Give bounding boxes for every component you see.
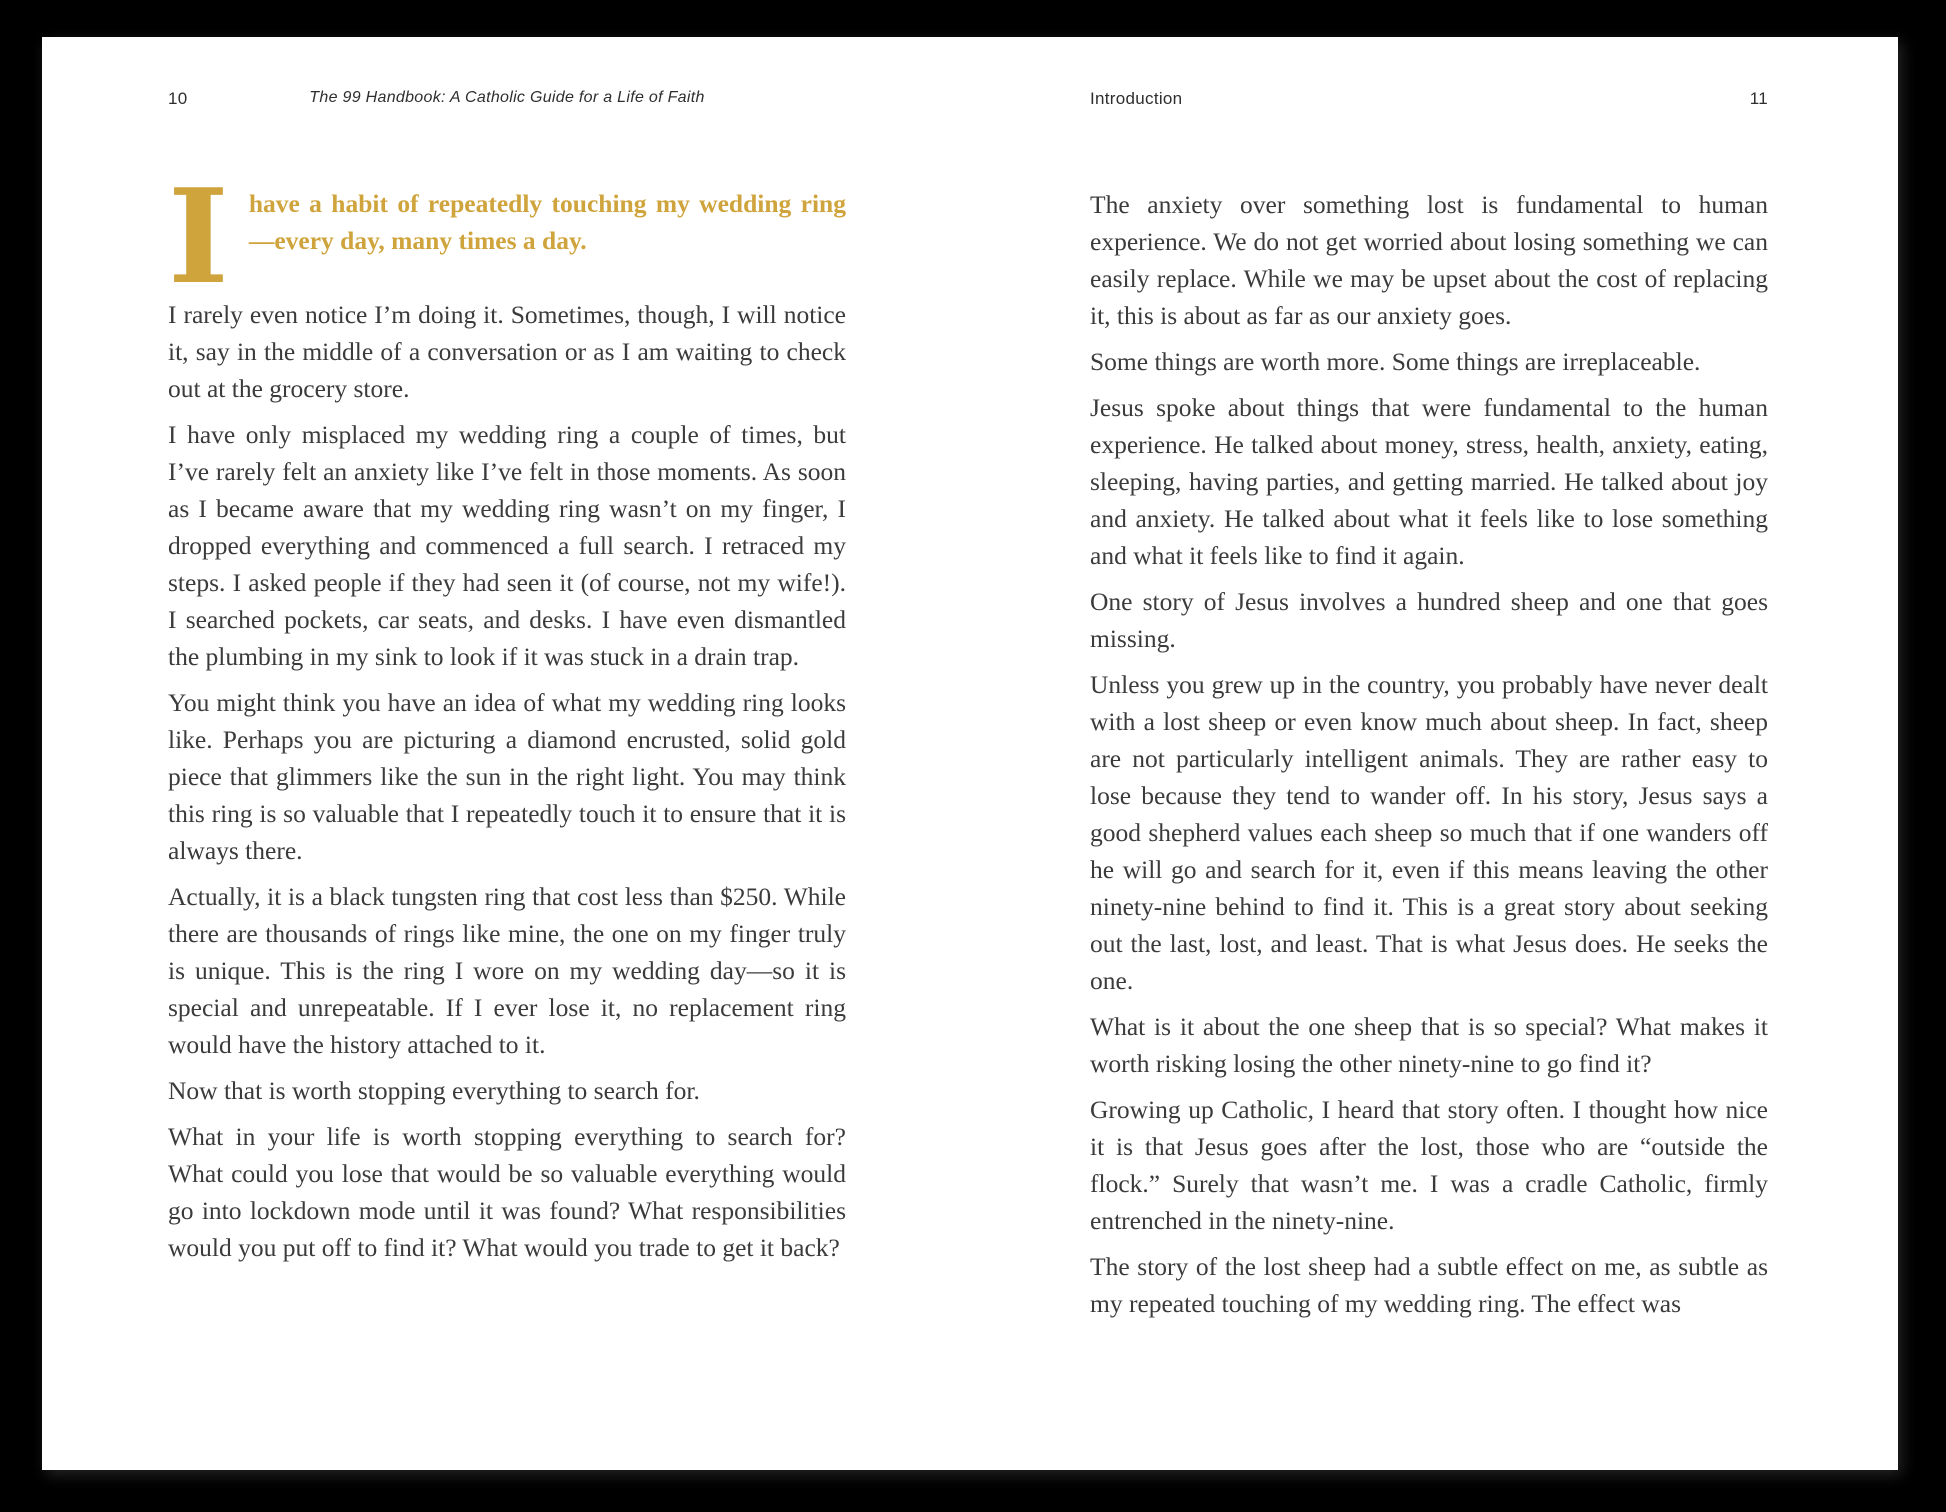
drop-cap: I (168, 185, 229, 287)
right-running-head: Introduction (1090, 89, 1183, 108)
lede-text: have a habit of repeatedly touching my wedding ring—every day, many times a day. (248, 189, 846, 255)
paragraph: Actually, it is a black tungsten ring that cost less than $250. While there are thousands of rings like mine, the one on my finger truly is unique. This is the ring I wore on my wedding day—so it is special and unrepeatable. If I ever lose it, no replacement ring would have the history attached to it. (168, 882, 846, 1059)
right-body-column (1090, 186, 1768, 1331)
paragraph: One story of Jesus involves a hundred sheep and one that goes missing. (1090, 587, 1768, 653)
paragraph: The story of the lost sheep had a subtle effect on me, as subtle as my repeated touching of my wedding ring. The effect was (1090, 1252, 1768, 1318)
left-page-number: 10 (168, 89, 188, 108)
right-running-head-row (1090, 89, 1768, 115)
book-spread (42, 37, 1898, 1470)
lede-paragraph (168, 185, 846, 287)
right-page-number: 11 (1749, 89, 1768, 108)
paragraph: What in your life is worth stopping everything to search for? What could you lose that would be so valuable everything would go into lockdown mode until it was found? What responsibilities would you put off to find it? What would you trade to get it back? (168, 1122, 846, 1262)
paragraph: Unless you grew up in the country, you probably have never dealt with a lost sheep or even know much about sheep. In fact, sheep are not particularly intelligent animals. They are rather easy to lose because they tend to wander off. In his story, Jesus says a good shepherd values each sheep so much that if one wanders off he will go and search for it, even if this means leaving the other ninety-nine behind to find it. This is a great story about seeking out the last, lost, and least. That is what Jesus does. He seeks the one. (1090, 670, 1768, 995)
page-right (970, 37, 1898, 1470)
paragraph: I have only misplaced my wedding ring a couple of times, but I’ve rarely felt an anxiety like I’ve felt in those moments. As soon as I became aware that my wedding ring wasn’t on my finger, I dropped everything and commenced a full search. I retraced my steps. I asked people if they had seen it (of course, not my wife!). I searched pockets, car seats, and desks. I have even dismantled the plumbing in my sink to look if it was stuck in a drain trap. (168, 420, 846, 671)
paragraph: You might think you have an idea of what my wedding ring looks like. Perhaps you are picturing a diamond encrusted, solid gold piece that glimmers like the sun in the right light. You may think this ring is so valuable that I repeatedly touch it to ensure that it is always there. (168, 688, 846, 865)
left-running-head-row (168, 89, 846, 115)
paragraph: Now that is worth stopping everything to search for. (168, 1076, 700, 1105)
left-running-head: The 99 Handbook: A Catholic Guide for a Life of Faith (309, 89, 705, 106)
paragraph: I rarely even notice I’m doing it. Sometimes, though, I will notice it, say in the middle of a conversation or as I am waiting to check out at the grocery store. (168, 300, 846, 403)
left-body-column (168, 185, 846, 1275)
paragraph: Some things are worth more. Some things are irreplaceable. (1090, 347, 1701, 376)
paragraph: Jesus spoke about things that were fundamental to the human experience. He talked about money, stress, health, anxiety, eating, sleeping, having parties, and getting married. He talked about joy and anxiety. He talked about what it feels like to lose something and what it feels like to find it again. (1090, 393, 1768, 570)
page-left (42, 37, 970, 1470)
paragraph: What is it about the one sheep that is so special? What makes it worth risking losing the other ninety-nine to go find it? (1090, 1012, 1768, 1078)
paragraph: The anxiety over something lost is fundamental to human experience. We do not get worried about losing something we can easily replace. While we may be upset about the cost of replacing it, this is about as far as our anxiety goes. (1090, 190, 1768, 330)
paragraph: Growing up Catholic, I heard that story often. I thought how nice it is that Jesus goes after the lost, those who are “outside the flock.” Surely that wasn’t me. I was a cradle Catholic, firmly entrenched in the ninety-nine. (1090, 1095, 1768, 1235)
